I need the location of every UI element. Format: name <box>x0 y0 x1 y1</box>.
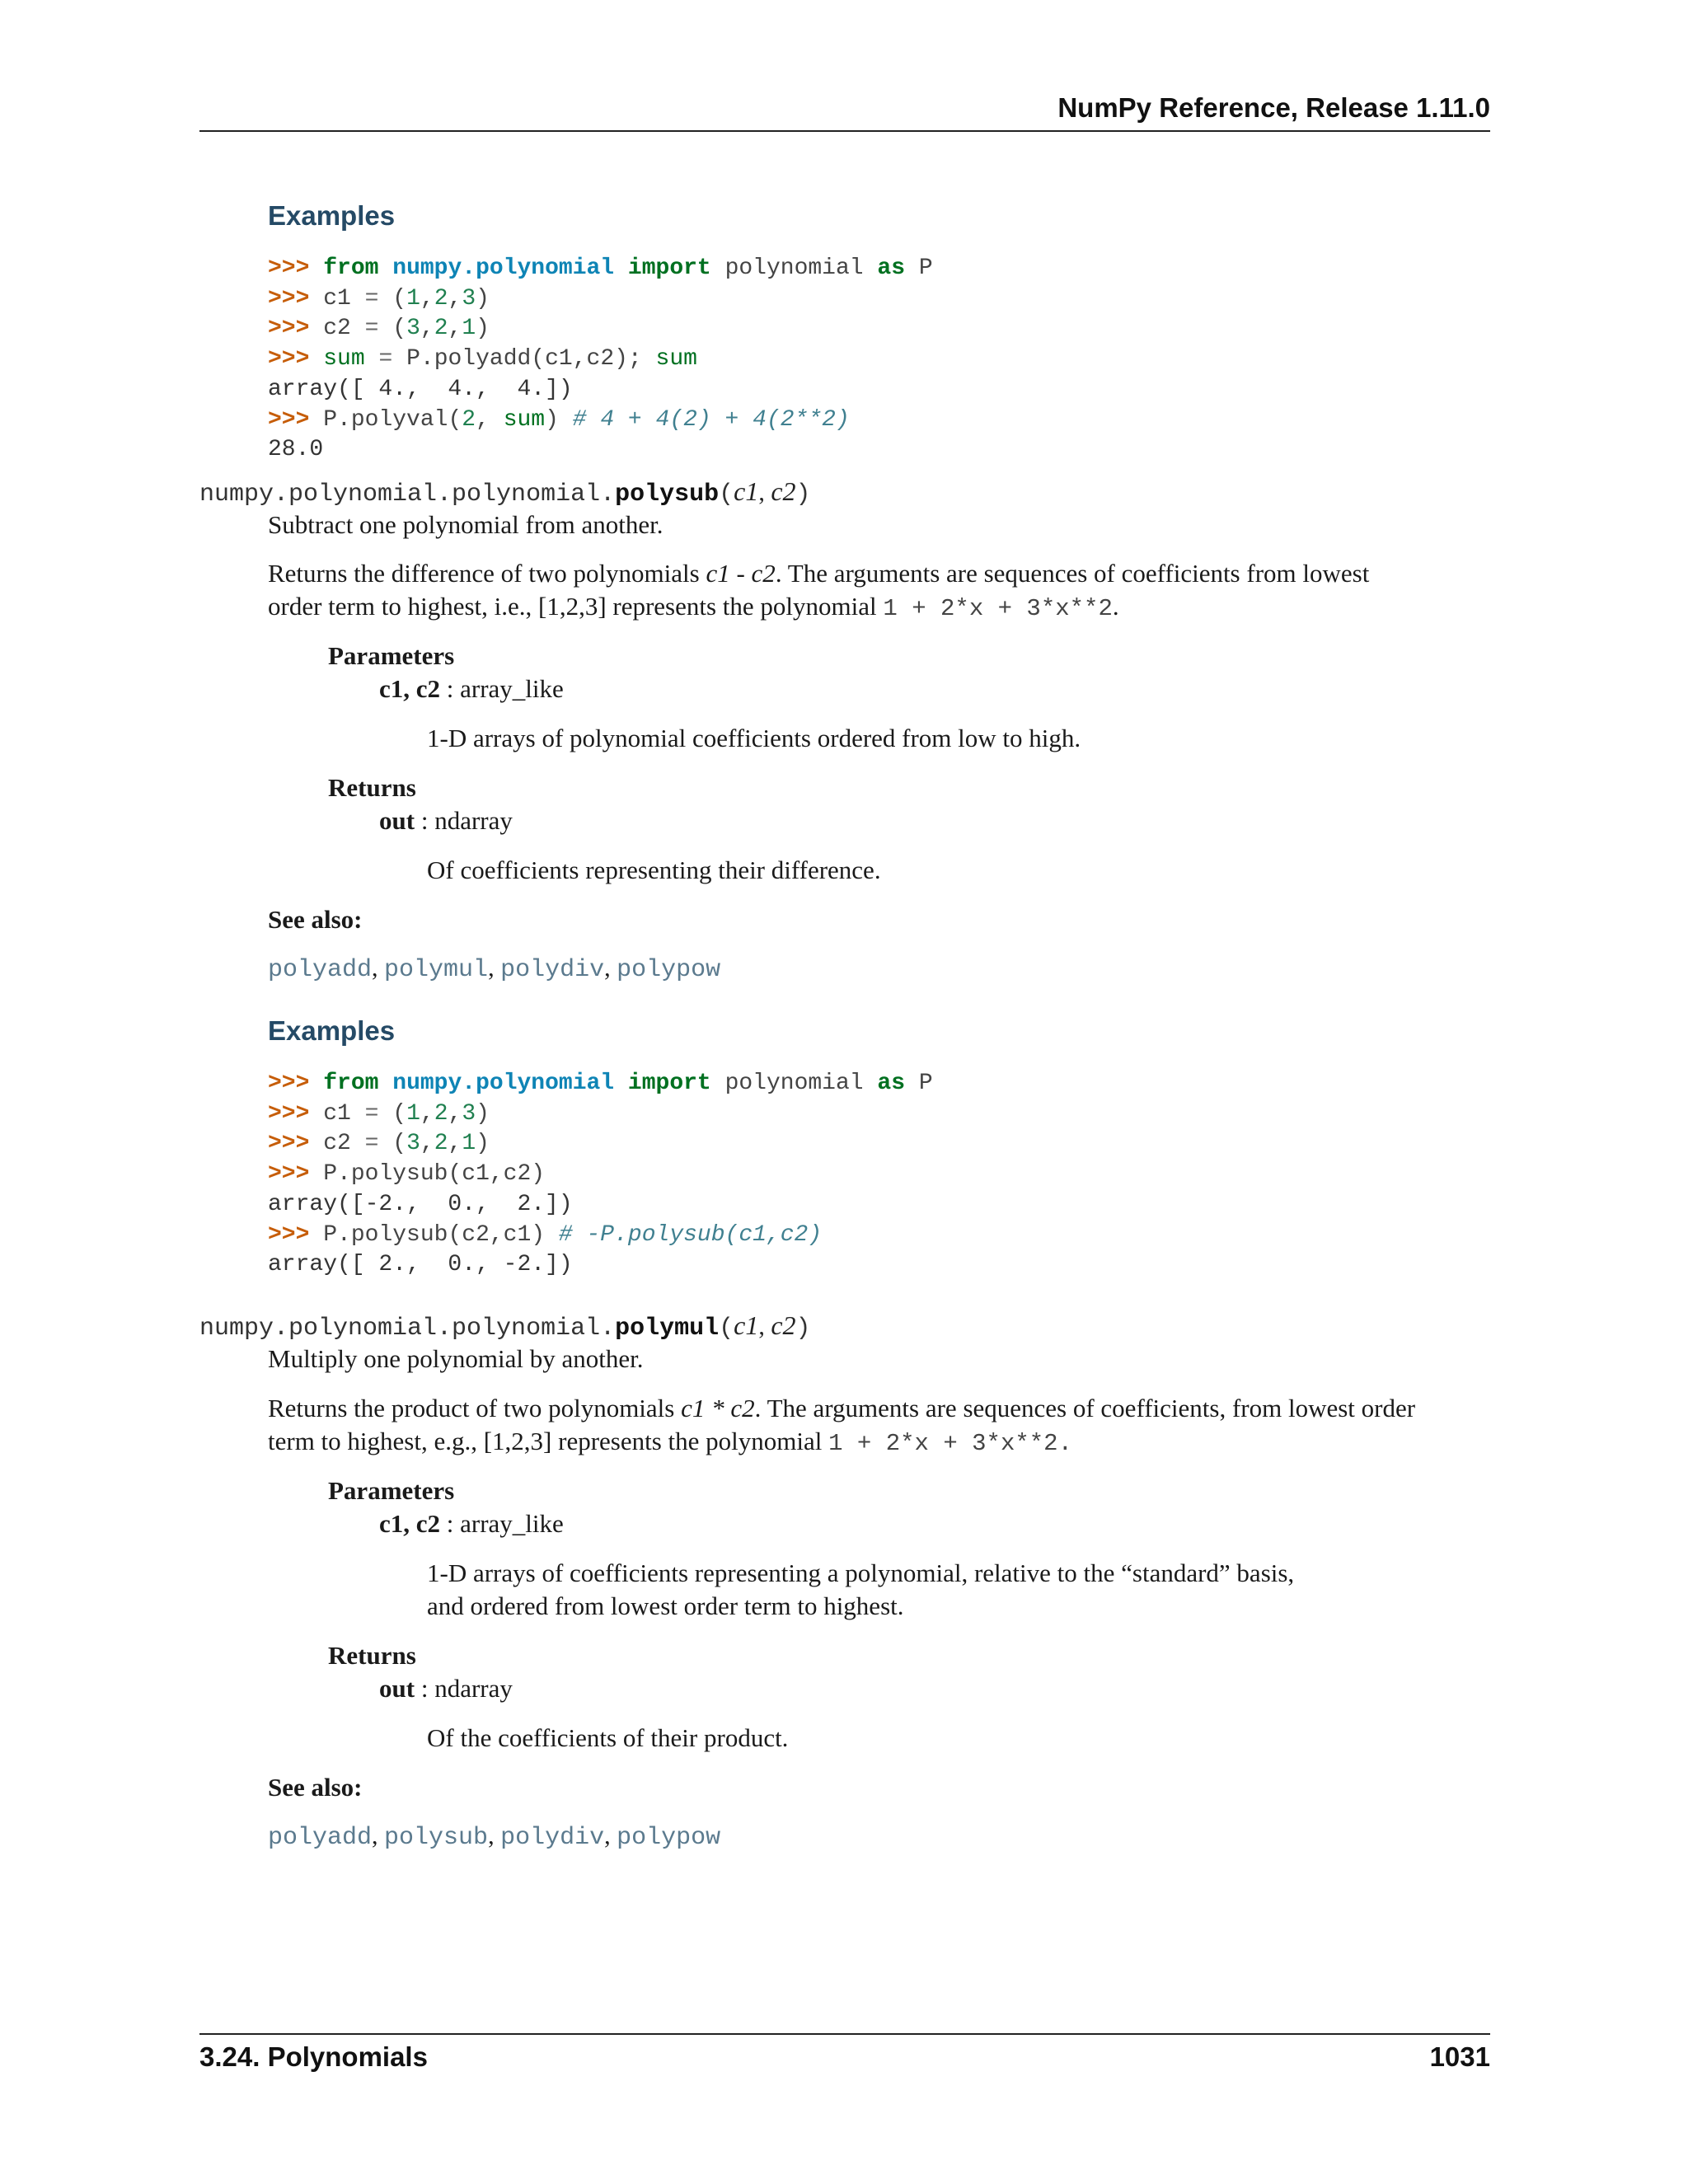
header-rule <box>199 130 1490 132</box>
see-also-link-polyadd[interactable]: polyadd <box>268 956 373 984</box>
polysub-param-description: 1-D arrays of polynomial coefficients ordered from low to high. <box>427 724 1081 752</box>
code-line: >>> from numpy.polynomial import polynomial as P <box>268 255 933 281</box>
code-block-polyadd-example <box>268 254 933 466</box>
see-also-link-polysub[interactable]: polysub <box>384 1824 489 1852</box>
code-output-line: array([ 4., 4., 4.]) <box>268 376 573 402</box>
polymul-returns-label: Returns <box>328 1641 416 1670</box>
polymul-function-name: polymul <box>615 1315 720 1343</box>
polymul-description: Returns the product of two polynomials c1 * c2. The arguments are sequences of coefficients, from lowest order term to highest, e.g., [1,2,3] represents the polynomial 1 + 2*x + 3*x**2. <box>268 1394 1416 1457</box>
polysub-param-c1-c2: c1, c2 : array_like <box>379 674 564 703</box>
polysub-see-also-label: See also: <box>268 905 363 934</box>
code-block-polysub-example <box>268 1069 933 1281</box>
code-line: >>> P.polysub(c2,c1) # -P.polysub(c1,c2) <box>268 1221 823 1248</box>
polymul-param-c1-c2: c1, c2 : array_like <box>379 1509 564 1538</box>
polymul-summary: Multiply one polynomial by another. <box>268 1344 644 1373</box>
running-header: NumPy Reference, Release 1.11.0 <box>1057 92 1490 123</box>
see-also-link-polymul[interactable]: polymul <box>384 956 489 984</box>
footer-page-number: 1031 <box>1429 2041 1490 2072</box>
footer-rule <box>199 2033 1490 2035</box>
polymul-param-description: 1-D arrays of coefficients representing a polynomial, relative to the “standard” basis, and ordered from lowest order term to highest. <box>427 1558 1295 1620</box>
polysub-return-description: Of coefficients representing their difference. <box>427 855 881 884</box>
polysub-see-also-links: polyadd, polymul, polydiv, polypow <box>268 954 721 984</box>
polysub-summary: Subtract one polynomial from another. <box>268 510 663 539</box>
polymul-see-also-label: See also: <box>268 1773 363 1802</box>
code-line: >>> P.polyval(2, sum) # 4 + 4(2) + 4(2**2) <box>268 406 850 433</box>
code-line: >>> c2 = (3,2,1) <box>268 316 490 342</box>
polysub-parameters-label: Parameters <box>328 641 455 670</box>
polysub-returns-label: Returns <box>328 773 416 802</box>
see-also-link-polyadd[interactable]: polyadd <box>268 1824 373 1852</box>
code-output-line: 28.0 <box>268 437 324 463</box>
code-line: >>> c2 = (3,2,1) <box>268 1131 490 1157</box>
see-also-link-polydiv[interactable]: polydiv <box>500 1824 605 1852</box>
code-line: >>> c1 = (1,2,3) <box>268 1100 490 1127</box>
polymul-return-out: out : ndarray <box>379 1674 513 1703</box>
see-also-link-polydiv[interactable]: polydiv <box>500 956 605 984</box>
polymul-parameters-label: Parameters <box>328 1476 455 1505</box>
code-output-line: array([-2., 0., 2.]) <box>268 1191 573 1217</box>
polymul-signature: numpy.polynomial.polynomial.polymul(c1, c2) <box>199 1310 811 1343</box>
polysub-signature: numpy.polynomial.polynomial.polysub(c1, c2) <box>199 476 811 509</box>
polysub-function-name: polysub <box>615 480 720 509</box>
see-also-link-polypow[interactable]: polypow <box>617 1824 721 1852</box>
examples-heading: Examples <box>268 200 396 231</box>
examples-heading: Examples <box>268 1015 396 1046</box>
code-output-line: array([ 2., 0., -2.]) <box>268 1252 573 1278</box>
code-line: >>> P.polysub(c1,c2) <box>268 1161 546 1188</box>
footer-section-title: 3.24. Polynomials <box>199 2041 428 2072</box>
polymul-return-description: Of the coefficients of their product. <box>427 1723 789 1752</box>
code-line: >>> c1 = (1,2,3) <box>268 285 490 312</box>
polymul-see-also-links: polyadd, polysub, polydiv, polypow <box>268 1822 721 1852</box>
see-also-link-polypow[interactable]: polypow <box>617 956 721 984</box>
code-line: >>> sum = P.polyadd(c1,c2); sum <box>268 346 697 373</box>
polysub-return-out: out : ndarray <box>379 806 513 835</box>
polysub-description: Returns the difference of two polynomials c1 - c2. The arguments are sequences of coefficients from lowest order term to highest, i.e., [1,2,3] represents the polynomial 1 + 2*x + 3*x**2. <box>268 559 1370 622</box>
code-line: >>> from numpy.polynomial import polynomial as P <box>268 1071 933 1096</box>
